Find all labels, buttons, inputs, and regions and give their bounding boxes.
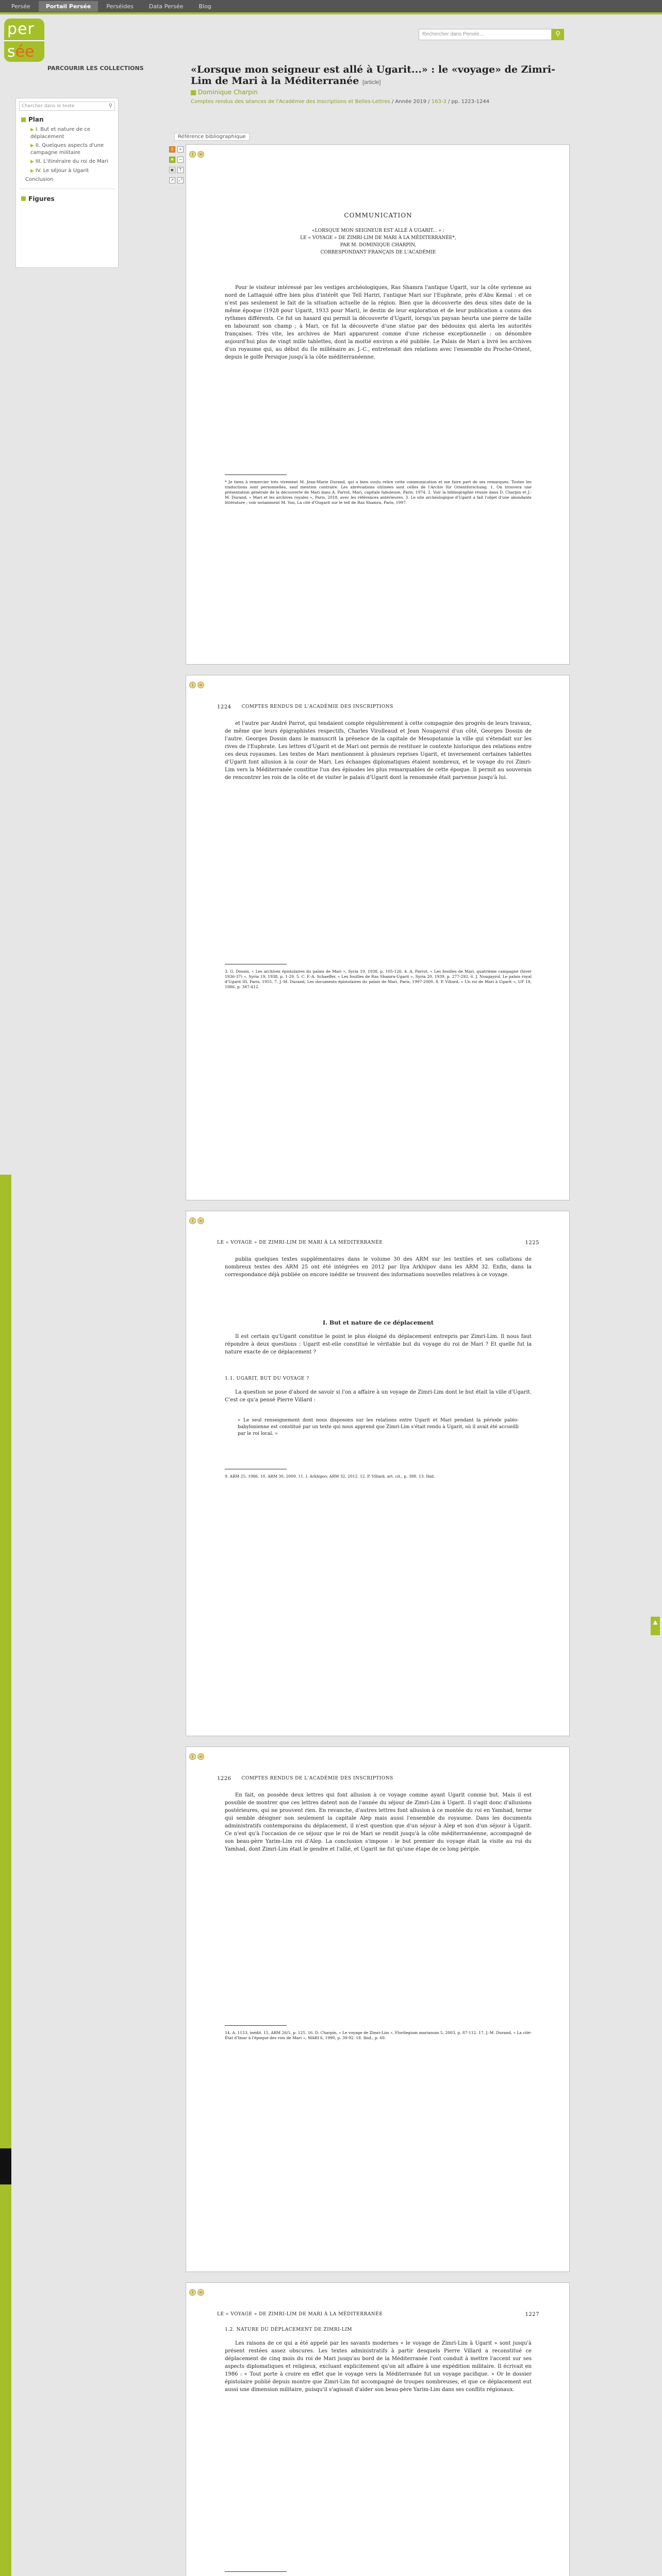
page-body-3: La question se pose d'abord de savoir si l'on a affaire à un voyage de Zimri-Lim dont le but était la ville d'Ugarit. C'est ce qu'a pensé Pierre Villard : [225, 1389, 532, 1403]
accent-strip [0, 12, 662, 14]
page-body: et l'autre par André Parrot, qui tendaient compte régulièrement à cette compagnie des progrès de leurs travaux, de même que leurs épigraphistes respectifs, Charles Virolleaud et Jean Nougayrol d'un côté, Georges Dossin de l'autre. Georges Dossin dans le manuscrit la présence de la capitale de Mesopotamie la ville qui s'étendait sur les rives de l'Euphrate. Les lettres d'Ugarit et de Mari ont permis de restituer le contexte historique des relations entre ces deux royaumes. Les textes de Mari mentionnent à plusieurs reprises Ugarit, et inversement certaines tablettes d'Ugarit font allusion à la cour de Mari. Les échanges diplomatiques étaient nombreux, et le voyage du roi Zimri-Lim vers la Méditerranée constitue l'un des épisodes les plus remarquables de cette époque. Il permit au souverain de rencontrer les rois de la côte et de visiter le palais d'Ugarit dont la renommée était parvenue jusqu'à lui. [225, 721, 532, 781]
side-accent-block [0, 2148, 11, 2184]
page-1224 [186, 675, 570, 1200]
year-text: Année 2019 [395, 99, 426, 105]
reference-button[interactable]: Référence bibliographique [174, 133, 250, 141]
figures-square-icon [21, 196, 26, 201]
page-1226 [186, 1747, 570, 2272]
page-body: En fait, on possède deux lettres qui font allusion à ce voyage comme ayant Ugarit comme but. Mais il est possible de montrer que ces lettres datent non de l'année du séjour de Zimri-Lim à Ugarit. Il s'agit donc d'allusions postérieures, qui ne prouvent rien. En revanche, d'autres lettres font allusion à ce montée du roi en Yamhad, terme qui semble désigner non seulement la capitale Alep mais aussi l'ensemble du royaume. Dans les documents administratifs contemporains du déplacement, il n'est question que d'un séjour à Alep et non d'un séjour à Ugarit. Ce n'est qu'à l'occasion de ce séjour que le roi de Mari se rendit jusqu'à la côte méditerranéenne, accompagné de son beau-père Yarim-Lim roi d'Alep. La conclusion s'impose : le but premier du voyage était la visite au roi du Yamhad, dont Zimri-Lim était le gendre et l'allié, et Ugarit ne fut qu'une étape de ce long périple. [225, 1792, 532, 1852]
zoom-in-icon[interactable]: + [177, 146, 184, 152]
page-info-icon[interactable]: i [189, 682, 196, 688]
image-view-icon[interactable]: ▣ [169, 167, 175, 173]
page-info-icon[interactable]: i [189, 1217, 196, 1224]
tab-portail[interactable]: Portail Persée [39, 1, 98, 12]
running-header [217, 1240, 539, 1246]
article-title [191, 64, 567, 88]
page-link-icon[interactable]: ∞ [197, 151, 204, 158]
sidebar-item-section-3[interactable] [16, 157, 118, 166]
reader-toolbar [168, 144, 185, 216]
figures-label: Figures [28, 195, 55, 202]
author-name: Dominique Charpin [198, 89, 258, 96]
browse-collections-link[interactable]: PARCOURIR LES COLLECTIONS [47, 65, 144, 72]
issue-link[interactable]: 163-3 [431, 99, 446, 105]
plan-heading[interactable] [16, 114, 118, 125]
person-icon [191, 90, 196, 95]
search-input[interactable]: Rechercher dans Persée... [419, 29, 552, 40]
page-1223 [186, 144, 570, 665]
text-search-input[interactable] [19, 101, 115, 111]
tab-persee[interactable]: Persée [11, 3, 30, 10]
subsection-title: 1.1. UGARIT, BUT DU VOYAGE ? [225, 1376, 309, 1381]
page-number: 1227 [525, 2312, 539, 2317]
share-icon[interactable]: ↗ [169, 177, 175, 183]
footnotes: 3. G. Dossin, « Les archives épistolaires du palais de Mari », Syria 19, 1938, p. 105-126. 4. A. Parrot, « Les fouilles de Mari, quatrième campagne (hiver 1936-37) », Syria 19, 1938, p. 1-29. 5. C. F.-A. Schaeffer, « Les fouilles de Ras Shamra-Ugarit », Syria 20, 1939, p. 277-292. 6. J. Nougayrol, Le palais royal d'Ugarit III, Paris, 1955. 7. J.-M. Durand, Les documents épistolaires du palais de Mari, Paris, 1997-2000. 8. P. Villard, « Un roi de Mari à Ugarit », UF 18, 1986, p. 387-412. [225, 969, 532, 989]
page-controls [189, 2286, 206, 2296]
page-info-icon[interactable]: i [189, 1753, 196, 1760]
outline-sidebar [15, 98, 119, 268]
page-info-icon[interactable]: i [189, 151, 196, 158]
top-nav [0, 0, 662, 12]
sidebar-item-section-1[interactable] [16, 125, 118, 141]
chevron-right-icon: ▶ [30, 159, 34, 164]
plan-label: Plan [28, 116, 44, 123]
footnote-rule [225, 474, 287, 475]
running-header-text: COMPTES RENDUS DE L'ACADÉMIE DES INSCRIPTIONS [241, 1776, 393, 1781]
page-body: Pour le visiteur intéressé par les vestiges archéologiques, Ras Shamra l'antique Ugarit, sur la côte syrienne au nord de Lattaquié offre bien plus d'intérêt que Tell Hariri, l'antique Mari sur l'Euphrate, près d'Abu Kemal : et ce n'est pas seulement le fait de la situation actuelle de la région. Bien que la découverte des deux sites date de la même époque (1928 pour Ugarit, 1933 pour Mari), le destin de leur exploration et de leur publication a connu des rythmes différents. Ce fut un hasard qui permit la découverte d'Ugarit, lorsqu'un paysan heurta une pierre de taille en labourant son champ ; à Mari, ce fut la découverte d'une statue par des bédouins qui alerta les autorités françaises. Très vite, les archives de Mari apparurent comme d'une richesse exceptionnelle : on dénombre aujourd'hui plus de vingt mille tablettes, dont la moitié environ a été publiée. Le Palais de Mari a livré les archives d'un royaume qui, au début du IIe millénaire av. J.-C., entretenait des relations avec l'ensemble du Proche-Orient, depuis le golfe Persique jusqu'à la côte méditerranéenne. [225, 285, 532, 360]
communication-heading [217, 212, 539, 255]
section-title: I. But et nature de ce déplacement [323, 1319, 434, 1326]
page-number: 1226 [217, 1776, 231, 1782]
block-quote: « Le seul renseignement dont nous disposons sur les relations entre Ugarit et Mari pendant la période paléo-babylonienne est constitué par un texte qui nous apprend que Zimri-Lim s'était rendu à Ugarit, où il avait été accueilli par le roi local. » [238, 1418, 519, 1436]
article-title-text: «Lorsque mon seigneur est allé à Ugarit...» : le «voyage» de Zimri-Lim de Mari à la Méditerranée [191, 64, 555, 87]
sidebar-item-label: III. L'itinéraire du roi de Mari [35, 159, 108, 164]
chevron-right-icon: ▶ [30, 168, 34, 174]
sidebar-item-label: II. Quelques aspects d'une campagne militaire [30, 143, 104, 156]
persee-logo[interactable] [4, 19, 44, 62]
subheading-3: PAR M. DOMINIQUE CHARPIN, [340, 243, 417, 248]
logo-top: per [4, 19, 44, 40]
fullscreen-icon[interactable]: ⤢ [177, 177, 184, 183]
page-1225 [186, 1211, 570, 1736]
footnotes: 9. ARM 25, 1986. 10. ARM 30, 2009. 11. I. Arkhipov, ARM 32, 2012. 12. P. Villard, art. cit., p. 388. 13. Ibid. [225, 1474, 435, 1479]
running-header-text: COMPTES RENDUS DE L'ACADÉMIE DES INSCRIPTIONS [241, 704, 393, 709]
text-search-placeholder: Chercher dans le texte [22, 104, 75, 109]
footnotes: * Je tiens à remercier très vivement M. Jean-Marie Durand, qui a bien voulu relire cette communication et me faire part de ses remarques. Toutes les traductions sont personnelles, sauf mention contraire. Les abréviations utilisées sont celles de l'Archiv für Orientforschung. 1. On trouvera une présentation générale de la découverte de Mari dans A. Parrot, Mari, capitale fabuleuse, Paris, 1974. 2. Voir la bibliographie réunie dans D. Charpin et J.-M. Durand, « Mari et les archives royales », Paris, 2018, avec les références antérieures. 3. Le site archéologique d'Ugarit a fait l'objet d'une abondante littérature ; voir notamment M. Yon, La cité d'Ougarit sur le tell de Ras Shamra, Paris, 1997. [225, 480, 532, 505]
search-icon[interactable]: ⚲ [552, 29, 564, 40]
journal-link[interactable]: Comptes rendus des séances de l'Académie des Inscriptions et Belles-Lettres [191, 99, 390, 105]
running-header [217, 1776, 539, 1782]
search-icon[interactable]: ⚲ [108, 103, 112, 109]
page-body-2: Il est certain qu'Ugarit constitue le point le plus éloigné du déplacement entrepris par Zimri-Lim. Il nous faut répondre à deux questions : Ugarit est-elle constitué le véritable but du voyage du roi de Mari ? Et quelle fut la nature exacte de ce déplacement ? [225, 1334, 532, 1355]
text-view-icon[interactable]: T [177, 167, 184, 173]
back-to-top-button[interactable]: ▲ [651, 1617, 660, 1635]
sidebar-item-conclusion[interactable] [16, 175, 118, 184]
bookmark-icon[interactable]: ★ [169, 157, 175, 163]
footnotes: 14. A. 1153, inédit. 15. ARM 26/1, p. 125. 16. D. Charpin, « Le voyage de Zimri-Lim », Florilegium marianum 5, 2003, p. 87-112. 17. J.-M. Durand, « La cité-État d'Imar à l'époque des rois de Mari », MARI 6, 1990, p. 39-92. 18. Ibid., p. 60. [225, 2030, 532, 2040]
pages-text: pp. 1223-1244 [451, 99, 490, 105]
running-header [217, 2312, 539, 2317]
footnote-rule [225, 2571, 287, 2572]
subheading-2: LE « VOYAGE » DE ZIMRI-LIM DE MARI À LA MÉDITERRANÉE*, [300, 235, 456, 241]
running-header [217, 704, 539, 710]
page-link-icon[interactable]: ∞ [197, 1217, 204, 1224]
logo-bottom [4, 40, 44, 62]
sidebar-item-section-2[interactable] [16, 141, 118, 157]
tab-perseides[interactable]: Perséides [106, 3, 134, 10]
side-accent-bar [0, 1175, 11, 2576]
download-pdf-icon[interactable]: ⇩ [169, 146, 175, 152]
plan-square-icon [21, 117, 26, 122]
running-header-text: LE « VOYAGE » DE ZIMRI-LIM DE MARI À LA MÉDITERRANÉE [217, 1240, 383, 1245]
page-body-1: publia quelques textes supplémentaires dans le volume 30 des ARM sur les textiles et ses collations de nombreux textes des ARM 25 ont été intégrées en 2012 par Ilya Arkhipov dans les ARM 32. Enfin, dans la correspondance déjà publiée on encore inédite se trouvent des informations nouvelles relatives à ce voyage. [225, 1257, 532, 1278]
logo-bottom-a: s [7, 43, 15, 61]
subheading-1: «LORSQUE MON SEIGNEUR EST ALLÉ À UGARIT... » : [312, 228, 444, 233]
chevron-right-icon: ▶ [30, 143, 34, 148]
sidebar-item-label: Conclusion [25, 177, 54, 182]
page-body: Les raisons de ce qui a été appelé par les savants modernes « le voyage de Zimri-Lim à Ugarit » sont jusqu'à présent restées assez obscures. Les textes administratifs à partir desquels Pierre Villard a reconstitué ce déplacement de cinq mois du roi de Mari jusqu'au bord de la Méditerranée l'ont conduit à mettre l'accent sur ses aspects diplomatiques et religieux, excluant explicitement qu'on ait affaire à une expédition militaire. Il écrivait en 1986 : « Tout porte à croire en effet que le voyage vers la Méditerranée fut un voyage pacifique. » Or le dossier épistolaire publié depuis montre que Zimri-Lim fut accompagné de troupes nombreuses, et que ce déplacement eut aussi une dimension militaire, puisqu'il s'agissait d'aider son beau-père Yarim-Lim dans ses conflits régionaux. [225, 2341, 532, 2393]
sidebar-item-section-4[interactable] [16, 166, 118, 176]
page-link-icon[interactable]: ∞ [197, 1753, 204, 1760]
page-link-icon[interactable]: ∞ [197, 682, 204, 688]
page-number: 1224 [217, 704, 231, 710]
page-controls [189, 1750, 206, 1760]
chevron-right-icon: ▶ [30, 127, 34, 132]
footnote-rule [225, 2025, 287, 2026]
page-info-icon[interactable]: i [189, 2289, 196, 2296]
logo-bottom-b: ée [15, 43, 35, 61]
running-header-text: LE « VOYAGE » DE ZIMRI-LIM DE MARI À LA MÉDITERRANÉE [217, 2312, 383, 2317]
page-1227 [186, 2282, 570, 2576]
subsection-title: 1.2. NATURE DU DÉPLACEMENT DE ZIMRI-LIM [225, 2327, 352, 2332]
author-link[interactable] [191, 89, 258, 96]
heading-text: COMMUNICATION [344, 212, 412, 219]
zoom-out-icon[interactable]: − [177, 157, 184, 163]
sidebar-item-label: I. But et nature de ce déplacement [30, 127, 91, 140]
article-type-tag: [article] [362, 79, 381, 86]
page-link-icon[interactable]: ∞ [197, 2289, 204, 2296]
article-meta: Comptes rendus des séances de l'Académie des Inscriptions et Belles-Lettres / Année 2019 / 163-3 / pp. 1223-1244 [191, 99, 490, 105]
page-controls [189, 148, 206, 158]
tab-blog[interactable]: Blog [198, 3, 211, 10]
page-controls [189, 1214, 206, 1224]
subheading-4: CORRESPONDANT FRANÇAIS DE L'ACADÉMIE [320, 250, 436, 255]
sidebar-item-label: IV. Le séjour à Ugarit [35, 167, 89, 174]
page-controls [189, 679, 206, 688]
tab-data-persee[interactable]: Data Persée [148, 3, 184, 10]
page-number: 1225 [525, 1240, 539, 1246]
figures-heading[interactable] [16, 193, 118, 205]
